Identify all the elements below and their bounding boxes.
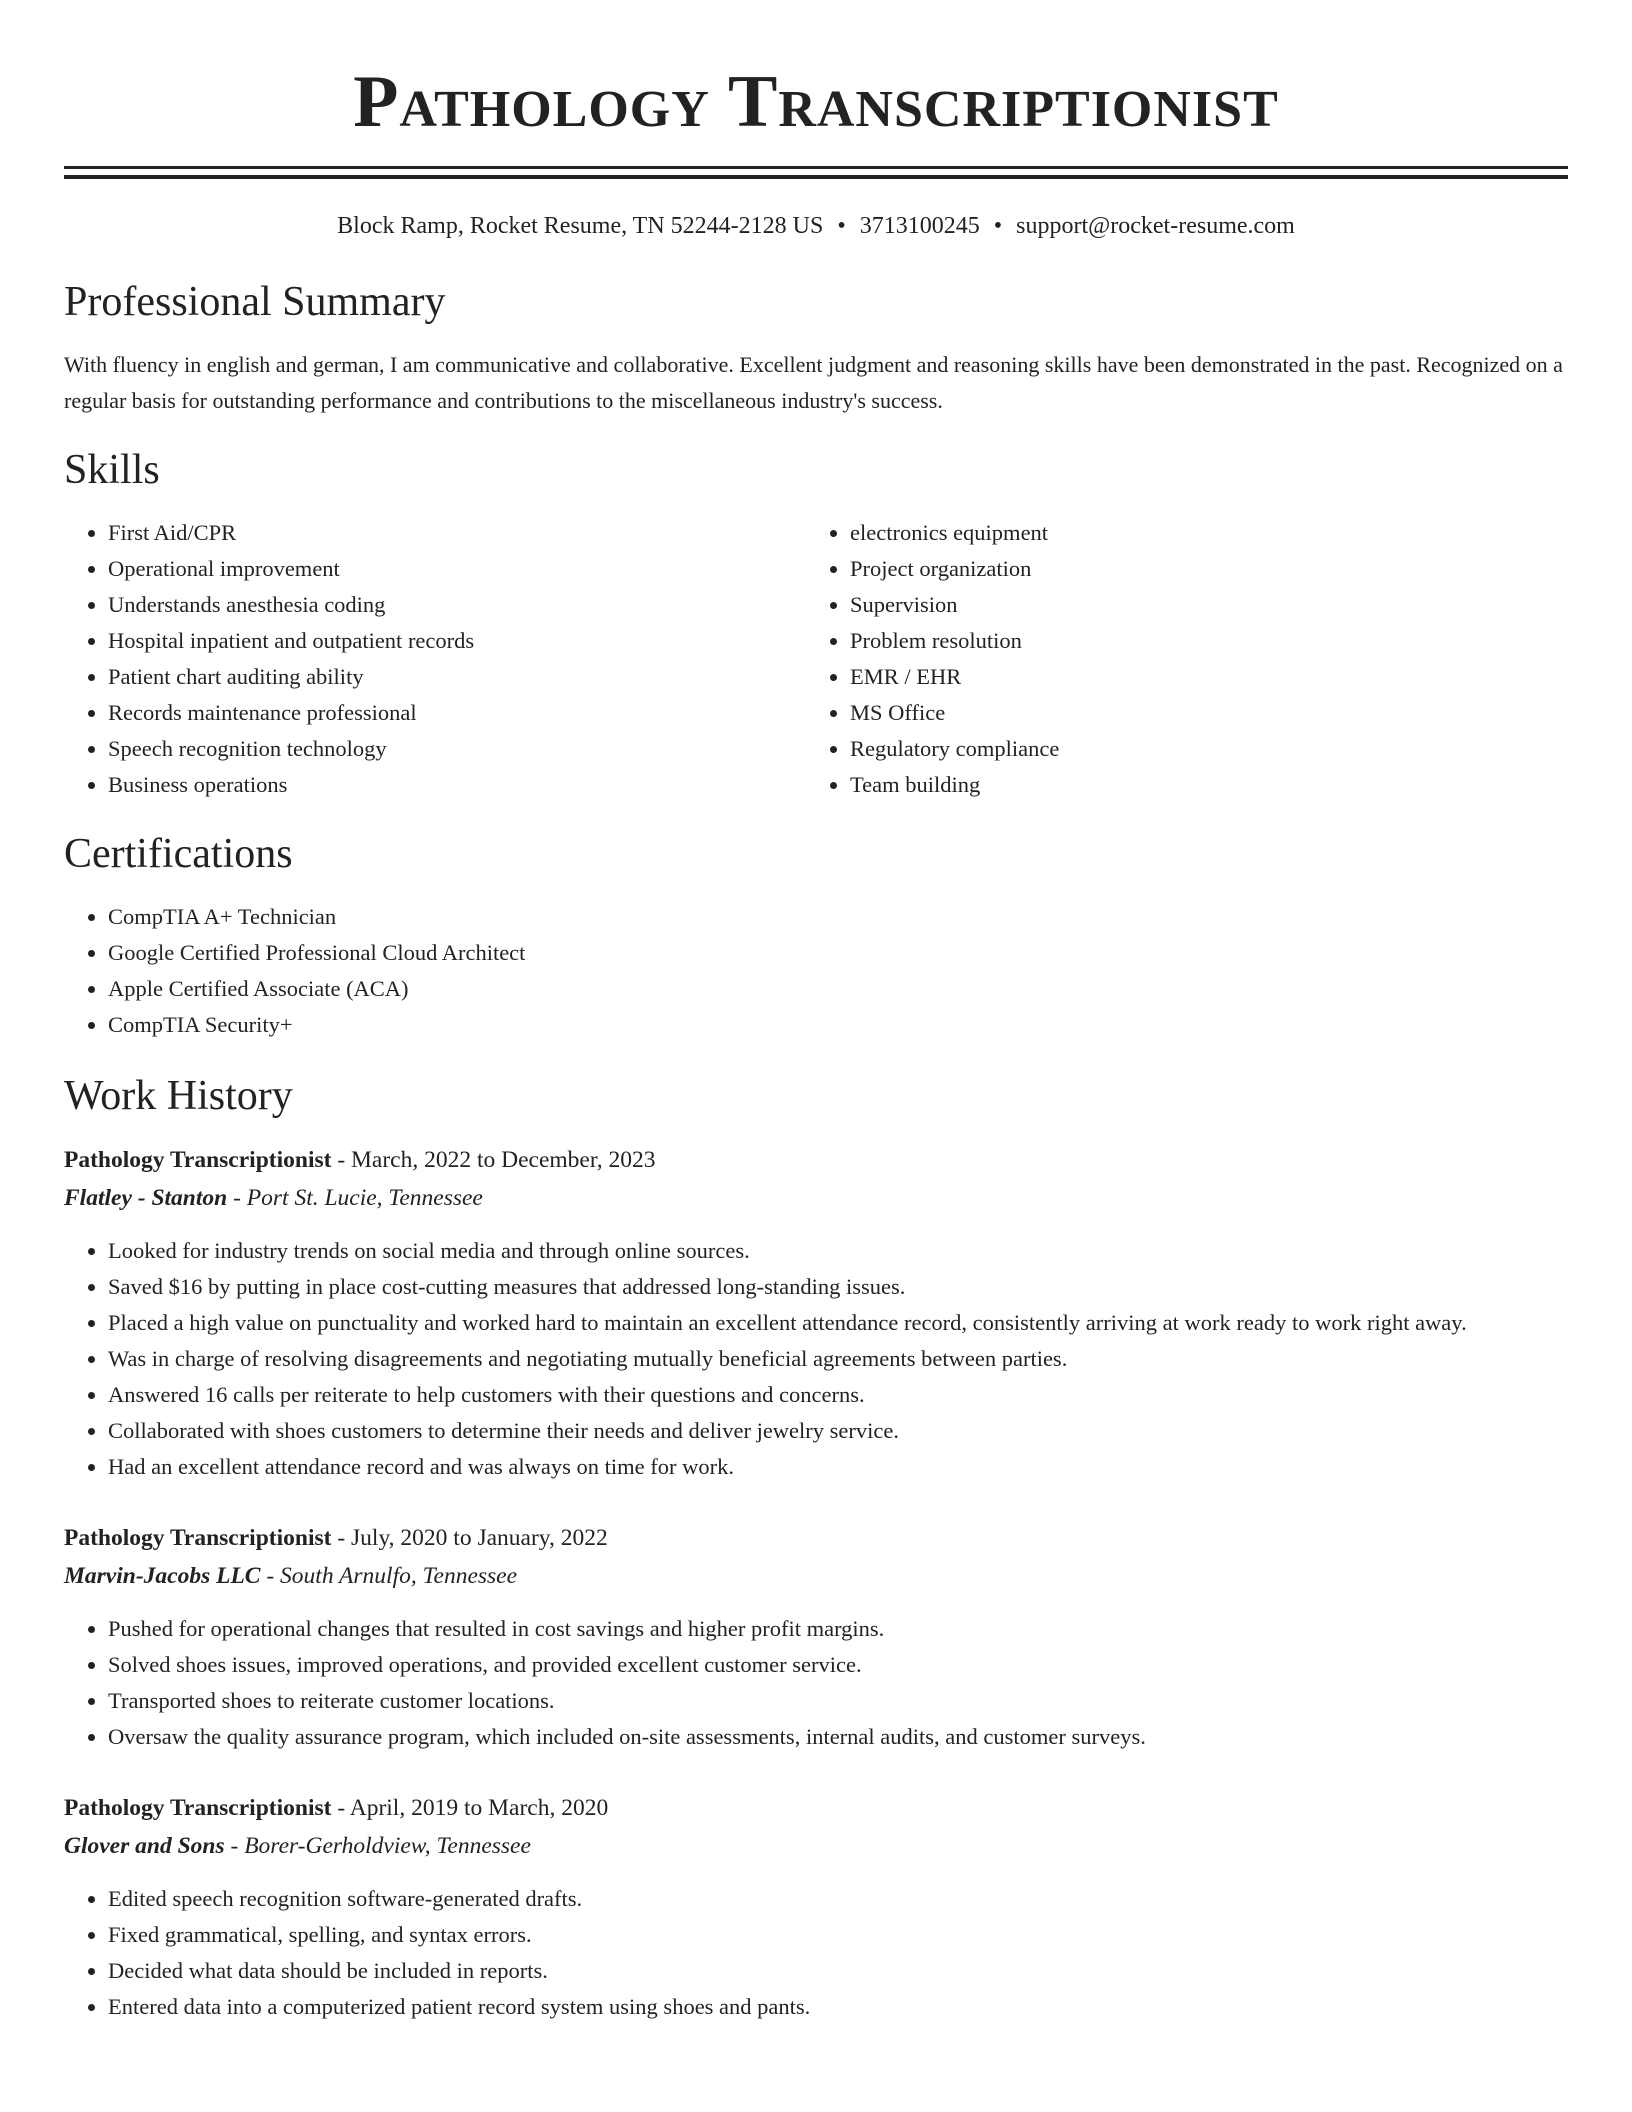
job-bullet: • Decided what data should be included in reports. [108,1953,1568,1989]
job-bullet: • Transported shoes to reiterate customer locations. [108,1683,1568,1719]
job-entry [64,1789,1568,2025]
job-location: - Borer-Gerholdview, Tennessee [224,1833,531,1859]
job-dates: - July, 2020 to January, 2022 [331,1525,608,1551]
job-bullet: • Looked for industry trends on social media and through online sources. [108,1233,1568,1269]
skills-list-left [64,515,806,803]
skills-column-right [806,515,1548,803]
job-company: Flatley - Stanton [64,1185,228,1211]
contact-separator: • [837,213,846,239]
skills-grid [64,515,1568,803]
job-bullet: • Placed a high value on punctuality and worked hard to maintain an excellent attendance record, consistently arriving at work ready to work right away. [108,1305,1568,1341]
job-dates: - April, 2019 to March, 2020 [331,1795,609,1821]
job-bullet: • Pushed for operational changes that resulted in cost savings and higher profit margins. [108,1611,1568,1647]
job-entry [64,1141,1568,1485]
certification-item: • CompTIA Security+ [108,1007,1568,1043]
job-bullet: • Oversaw the quality assurance program, which included on-site assessments, internal audits, and customer surveys. [108,1719,1568,1755]
resume-name-title: Pathology Transcriptionist [353,61,1279,143]
skill-item: • Supervision [850,587,1548,623]
job-company-line [64,1557,1568,1595]
job-bullet: • Entered data into a computerized patient record system using shoes and pants. [108,1989,1568,2025]
resume-page [64,0,1568,2025]
job-bullet: • Collaborated with shoes customers to determine their needs and deliver jewelry service. [108,1413,1568,1449]
skill-item: • Problem resolution [850,623,1548,659]
job-title: Pathology Transcriptionist [64,1147,332,1173]
job-bullets [64,1233,1568,1485]
contact-address: Block Ramp, Rocket Resume, TN 52244-2128 US [337,213,824,239]
skill-item: • Patient chart auditing ability [108,659,806,695]
skill-item: • Records maintenance professional [108,695,806,731]
skills-column-left [64,515,806,803]
skills-section [64,445,1568,803]
header-rule-top [64,166,1568,169]
contact-phone: 3713100245 [859,213,980,239]
job-bullet: • Solved shoes issues, improved operations, and provided excellent customer service. [108,1647,1568,1683]
job-company-line [64,1179,1568,1217]
certifications-section [64,829,1568,1043]
job-dates: - March, 2022 to December, 2023 [331,1147,656,1173]
job-company: Glover and Sons [64,1833,225,1859]
work-history-heading: Work History [64,1073,293,1119]
skill-item: • Regulatory compliance [850,731,1548,767]
job-bullet: • Answered 16 calls per reiterate to help customers with their questions and concerns. [108,1377,1568,1413]
summary-text: With fluency in english and german, I am communicative and collaborative. Excellent judgment and reasoning skills have been demonstrated in the past. Recognized on a regular basis for outstanding performance and contributions to the miscellaneous industry's success. [64,352,1563,413]
summary-heading: Professional Summary [64,279,446,325]
job-entry [64,1519,1568,1755]
skill-item: • First Aid/CPR [108,515,806,551]
job-location: - Port St. Lucie, Tennessee [227,1185,483,1211]
job-bullet: • Was in charge of resolving disagreements and negotiating mutually beneficial agreements between parties. [108,1341,1568,1377]
job-bullets [64,1611,1568,1755]
summary-section [64,277,1568,419]
certification-item: • Apple Certified Associate (ACA) [108,971,1568,1007]
header-rule-bottom [64,175,1568,179]
job-title-line [64,1789,1568,1827]
skill-item: • Business operations [108,767,806,803]
job-title-line [64,1519,1568,1557]
skill-item: • Operational improvement [108,551,806,587]
skill-item: • Hospital inpatient and outpatient records [108,623,806,659]
job-location: - South Arnulfo, Tennessee [260,1563,518,1589]
job-bullet: • Had an excellent attendance record and was always on time for work. [108,1449,1568,1485]
skills-heading: Skills [64,447,160,493]
contact-separator: • [993,213,1003,239]
job-bullet: • Saved $16 by putting in place cost-cutting measures that addressed long-standing issues. [108,1269,1568,1305]
skill-item: • Team building [850,767,1548,803]
skill-item: • MS Office [850,695,1548,731]
job-title: Pathology Transcriptionist [64,1525,332,1551]
skill-item: • Project organization [850,551,1548,587]
skill-item: • EMR / EHR [850,659,1548,695]
work-history-section [64,1071,1568,2025]
contact-email: support@rocket-resume.com [1016,213,1295,239]
certification-item: • CompTIA A+ Technician [108,899,1568,935]
certifications-list [64,899,1568,1043]
skill-item: • Understands anesthesia coding [108,587,806,623]
job-title-line [64,1141,1568,1179]
job-title: Pathology Transcriptionist [64,1795,332,1821]
job-company: Marvin-Jacobs LLC [64,1563,261,1589]
skills-list-right [806,515,1548,803]
contact-line [64,209,1568,243]
job-company-line [64,1827,1568,1865]
certification-item: • Google Certified Professional Cloud Architect [108,935,1568,971]
certifications-heading: Certifications [64,831,293,877]
job-bullet: • Fixed grammatical, spelling, and syntax errors. [108,1917,1568,1953]
skill-item: • Speech recognition technology [108,731,806,767]
job-bullet: • Edited speech recognition software-generated drafts. [108,1881,1568,1917]
job-bullets [64,1881,1568,2025]
skill-item: • electronics equipment [850,515,1548,551]
